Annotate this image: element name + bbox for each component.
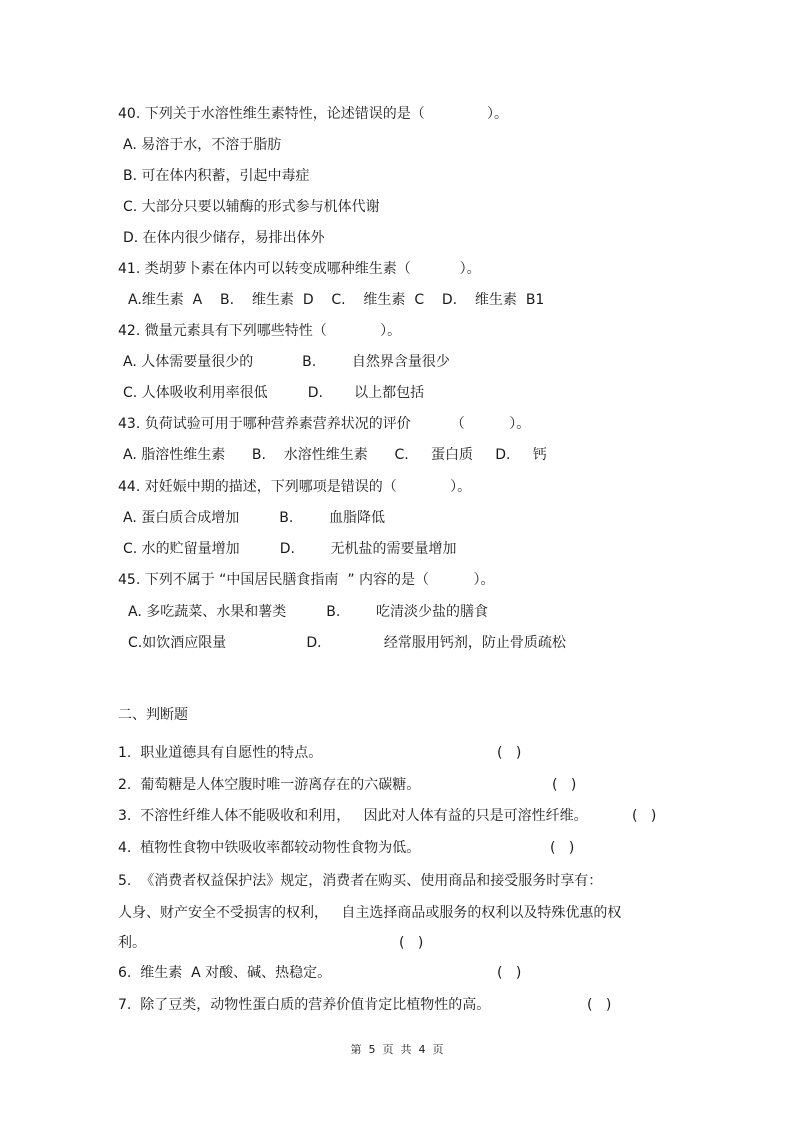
q44-options-ab: A. 蛋白质合成增加 B. 血脂降低 xyxy=(123,510,385,526)
q42-options-ab: A. 人体需要量很少的 B. 自然界含量很少 xyxy=(123,354,450,370)
judgment-7-text: 7. 除了豆类，动物性蛋白质的营养价值肯定比植物性的高。 xyxy=(118,997,491,1013)
q41-options: A.维生素 A B. 维生素 D C. 维生素 C D. 维生素 B1 xyxy=(128,292,545,308)
judgment-3-answer-paren: ( ) xyxy=(632,808,657,824)
judgment-6-text: 6. 维生素 A 对酸、碱、热稳定。 xyxy=(118,965,332,981)
q42-options-cd: C. 人体吸收利用率很低 D. 以上都包括 xyxy=(123,385,425,401)
q45-options-ab: A. 多吃蔬菜、水果和薯类 B. 吃清淡少盐的膳食 xyxy=(128,604,488,620)
q43-stem: 43. 负荷试验可用于哪种营养素营养状况的评价 （ ）。 xyxy=(118,416,531,432)
judgment-2-answer-paren: ( ) xyxy=(552,777,577,793)
q44-stem: 44. 对妊娠中期的描述，下列哪项是错误的（ ）。 xyxy=(118,479,472,495)
judgment-1-text: 1. 职业道德具有自愿性的特点。 xyxy=(118,745,323,761)
judgment-3-text: 3. 不溶性纤维人体不能吸收和利用， 因此对人体有益的只是可溶性纤维。 xyxy=(118,808,588,824)
judgment-5-answer-paren: ( ) xyxy=(399,935,424,951)
q42-stem: 42. 微量元素具有下列哪些特性（ ）。 xyxy=(118,323,402,339)
section-title: 二、判断题 xyxy=(118,707,188,723)
judgment-5-text-line3: 利。 xyxy=(118,935,146,951)
judgment-1-answer-paren: ( ) xyxy=(497,745,522,761)
page-footer: 第 5 页 共 4 页 xyxy=(350,1043,444,1056)
judgment-6-answer-paren: ( ) xyxy=(497,965,522,981)
q40-option-d: D. 在体内很少储存，易排出体外 xyxy=(123,230,325,246)
judgment-5-text-line1: 5. 《消费者权益保护法》规定，消费者在购买、使用商品和接受服务时享有： xyxy=(118,873,603,889)
q40-stem: 40. 下列关于水溶性维生素特性，论述错误的是（ ）。 xyxy=(118,106,509,122)
q41-stem: 41. 类胡萝卜素在体内可以转变成哪种维生素（ ）。 xyxy=(118,261,481,277)
q40-option-a: A. 易溶于水，不溶于脂肪 xyxy=(123,137,282,153)
q44-options-cd: C. 水的贮留量增加 D. 无机盐的需要量增加 xyxy=(123,541,457,557)
judgment-2-text: 2. 葡萄糖是人体空腹时唯一游离存在的六碳糖。 xyxy=(118,777,421,793)
q45-stem: 45. 下列不属于 “中国居民膳食指南 ” 内容的是（ ）。 xyxy=(118,572,495,588)
q40-option-b: B. 可在体内积蓄，引起中毒症 xyxy=(123,168,310,184)
q43-options: A. 脂溶性维生素 B. 水溶性维生素 C. 蛋白质 D. 钙 xyxy=(123,447,547,463)
judgment-5-text-line2: 人身、财产安全不受损害的权利， 自主选择商品或服务的权利以及特殊优惠的权 xyxy=(118,905,622,921)
q40-option-c: C. 大部分只要以辅酶的形式参与机体代谢 xyxy=(123,199,380,215)
q45-options-cd: C.如饮酒应限量 D. 经常服用钙剂，防止骨质疏松 xyxy=(128,635,566,651)
judgment-4-answer-paren: ( ) xyxy=(550,840,575,856)
judgment-7-answer-paren: ( ) xyxy=(587,997,612,1013)
judgment-4-text: 4. 植物性食物中铁吸收率都较动物性食物为低。 xyxy=(118,840,421,856)
